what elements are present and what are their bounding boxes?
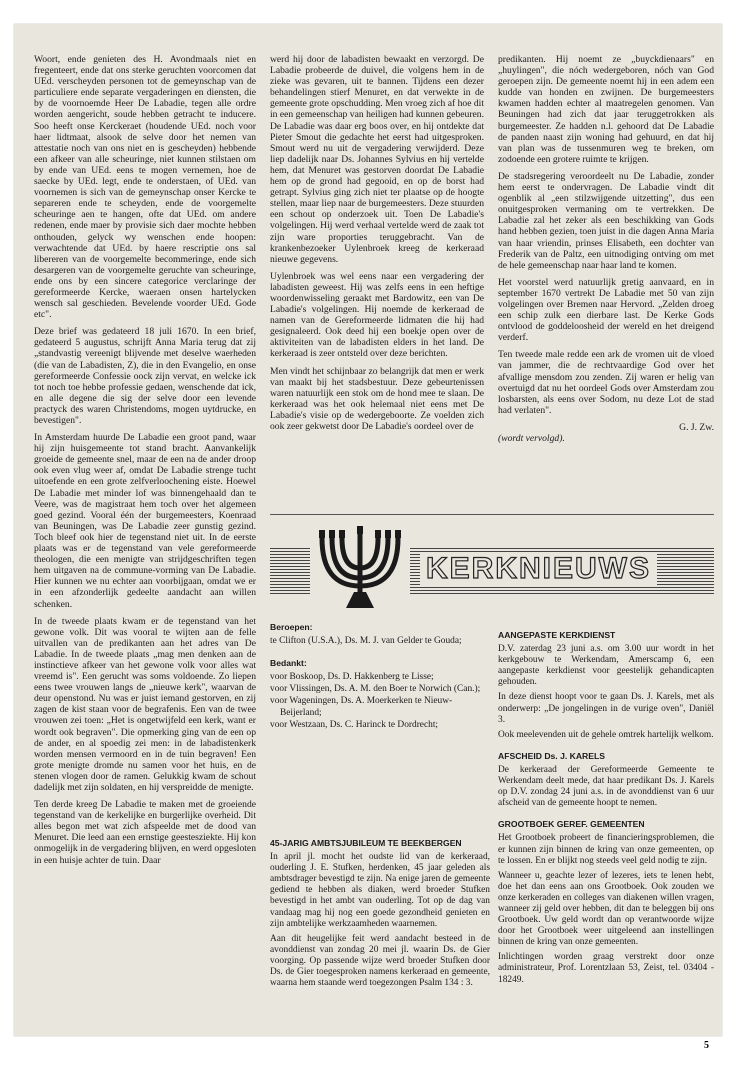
paragraph: Inlichtingen worden graag verstrekt door onze administrateur, Prof. Lorentzlaan 53, Zeist, tel. 03404 - 18249. [498,952,714,985]
grootboek-heading: GROOTBOEK GEREF. GEMEENTEN [498,819,645,830]
paragraph: Het Grootboek probeert de financieringsproblemen, die er kunnen zijn binnen de kring van onze gemeenten, op te lossen. En er blijkt nog steeds veel geld nodig te zijn. [498,833,714,866]
list-item: voor Westzaan, Ds. C. Harinck te Dordrecht; [270,719,439,730]
beroepen-heading: Beroepen: [270,622,313,632]
continued-note: (wordt vervolgd). [498,433,565,444]
banner-title: KERKNIEUWS [420,552,657,586]
paragraph: In de tweede plaats kwam er de tegenstand van het gewone volk. Dit was vooral te wijten aan de felle uitvallen van de predikanten aan het adres van De Labadie. In de tweede plaats „mag men denken aan de instinctieve afkeer van het gewone volk voor alles wat vreemd is". Een gerucht was soms voldoende. Zo liepen eens twee vrouwen langs de „nieuwe kerk", waarvan de deur openstond. Nu was er juist iemand gestorven, en zij zagen de kist staan voor de begrafenis. Een van de twee vrouwen zei toen: „Het is ongetwijfeld een kerk, want er wordt ook begraven". Die opmerking ging van de een op de ander, en al spoedig zei men: in de labadistenkerk worden mensen vermoord en in de tuin begraven! Een grote menigte dromde nu samen voor het huis, en de stenen vlogen door de ramen. Gelukkig kwam de schout dadelijk met zijn soldaten, en hij verspreidde de menigte. [34,615,256,793]
paragraph: werd hij door de labadisten bewaakt en verzorgd. De Labadie probeerde de duivel, die volgens hem in de zieke was gevaren, uit te bannen. Tijdens een dezer behandelingen stierf Menuret, en dat verwekte in de gemeente grote opschudding. Men vroeg zich af hoe dit in een gemeenschap van heiligen had kunnen gebeuren. De Labadie was daar erg boos over, en hij ontdekte dat Pieter Smout die gedachte het eerst had uitgesproken. Smout werd nu uit de vergadering verwijderd. Deze liep dadelijk naar Ds. Johannes Sylvius en hij vertelde hem, dat Menuret was gestorven doordat De Labadie hem op de grond had gegooid, en op de borst had getrapt. Sylvius ging zich niet ter plaatse op de hoogte stellen, maar liep naar de burgemeesters. Deze stuurden een schout op onderzoek uit. Toen De Labadie's volgelingen. Hij werd verhaal vertelde werd de zaak tot zijn ware proporties teruggebracht. Van de krankenbezoeker Uylenbroek kreeg de kerkeraad nieuwe gegevens. [270,54,484,265]
column-2 [270,54,484,499]
column-3 [498,54,714,494]
list-item: voor Boskoop, Ds. D. Hakkenberg te Lisse; [270,672,434,683]
menorah-icon [310,524,410,610]
page-sheet [14,24,722,1051]
page-number: 5 [704,1040,709,1051]
paragraph: Uylenbroek was wel eens naar een vergadering der labadisten geweest. Hij was zelfs eens in een heftige woordenwisseling geraakt met Bardowitz, een van De Labadie's volgelingen. Hij noemde de kerkeraad de namen van de Gereformeerde lidmaten die hij had gesignaleerd. Ook deed hij een boekje open over de aktiviteiten van de labadisten elders in het land. De kerkeraad is zeer ontsteld over deze berichten. [270,270,484,360]
kerknieuws-banner [270,524,714,614]
paragraph: Ten derde kreeg De Labadie te maken met de groeiende tegenstand van de kerkelijke en burgerlijke overheid. Dit alles begon met wat zich afspeelde met de dood van Menuret. Die leed aan een ernstige geestesziekte. Hij kon onmogelijk in de vergadering blijven, en werd opgesloten in een huisje achter de tuin. Daar [34,799,256,866]
list-item: voor Vlissingen, Ds. A. M. den Boer te Norwich (Can.); [270,684,481,695]
paragraph: Het voorstel werd natuurlijk gretig aanvaard, en in september 1670 vertrekt De Labadie met 50 van zijn volgelingen over Bremen naar Hervord. „Zelden droeg een schip zulk een dierbare last. De Kerke Gods ontvlood de goddeloosheid der wereld en het dreigend verderf. [498,276,714,344]
paragraph: Ten tweede male redde een ark de vromen uit de vloed van jammer, die de rechtvaardige God over het afvallige mensdom zou zenden. Zij waren er helig van overtuigd dat nu het oordeel Gods over Amsterdam zou losbarsten, als eens over Sodom, nu deze Lot de stad had verlaten". [498,349,714,416]
paragraph: In april jl. mocht het oudste lid van de kerkeraad, ouderling J. E. Stufken, herdenken, 45 jaar geleden als ambtsdrager bevestigd te zijn. Na enige jaren de gemeente gediend te hebben als diaken, werd broeder Stufken bevestigd in het ambt van ouderling. Tot op de dag van vandaag mag hij nog een goede gezondheid genieten en zijn ambtelijke werkzaamheden waarnemen. [270,852,490,929]
news-right-column [498,630,714,990]
paragraph: In deze dienst hoopt voor te gaan Ds. J. Karels, met als onderwerp: „De jongelingen in de vurige oven", Daniël 3. [498,692,714,725]
kerkdienst-heading: AANGEPASTE KERKDIENST [498,630,616,640]
paragraph: Men vindt het schijnbaar zo belangrijk dat men er werk van maakt bij het stadsbestuur. Deze gebeurtenissen waren natuurlijk een stok om de hond mee te slaan. De kerkeraad was het ook helemaal niet eens met De Labadie's visie op de wedergeboorte. Ze voelden zich ook zeer gekwetst door De Labadie's oordeel over de [270,365,484,432]
paragraph: D.V. zaterdag 23 juni a.s. om 3.00 uur wordt in het kerkgebouw te Werkendam, Amerscamp 6, een aangepaste kerkdienst voor geestelijk gehandicapten gehouden. [498,644,714,688]
section-divider [270,514,714,515]
paragraph: Woort, ende genieten des H. Avondmaals niet en fregenteert, ende dat ons sterke geruchten voorcomen dat UEd. verscheyden personen tot de gemeynschap van de particuliere ende separate vergaderingen en diensten, die by de voornoemde Heer De Labadie, tegen alle ordre worden aengericht, soude hebben getracht te inducere. Soo heeft onse Kerckeraet (houdende UEd. noch voor haer lidtmaat, alsook de selve door het nemen van attestatie noch van ons niet en is gescheyden) hebbende een afkeer van alle scheuringe, niet kunnen stilstaen om by ende van UEd. eens te mogen vernemen, hoe de saecke by UEd. legt, ende te onderstaen, of UEd. van voornemen is sich van de gemeynschap onser Kercke te separeren ende te scheyden, ende de voorgemelte scheuringe aen te hangen, ofte dat UEd. om andere redenen, ende maer by provisie sich daer mochte hebben onthouden, gelyck wy wenschen ende hoopen: verwachtende dat UEd. by haere rescriptie ons sal libereren van de voorgemelte becommeringe, ende sich desargeren van de voorgemelte geruchte van scheuringe, ende ons by een sincere categorice verclaringe der gereformeerde Kercke, waeraen onsen hartelycken wensch sal geschieden. Bevelende voorder UEd. Gode etc". [34,54,256,321]
bedankt-heading: Bedankt: [270,658,307,669]
appointments-section [270,622,490,732]
jubileum-section [270,838,490,993]
signature: G. J. Zw. [679,421,714,433]
list-item: voor Wageningen, Ds. A. Moerkerken te Nieuw-Beijerland; [270,696,453,718]
paragraph: Ook meelevenden uit de gehele omtrek hartelijk welkom. [498,729,714,740]
paragraph: De stadsregering veroordeelt nu De Labadie, zonder hem eerst te ondervragen. De Labadie vindt dit ogenblik al „een stilzwijgende uitzetting", dus een onuitgesproken vermaning om te vertrekken. De Labadie zal het zeker als een beschikking van Gods hand hebben gezien, toen juist in die dagen Anna Maria van haar vriendin, prinses Elisabeth, een dochter van Frederik van de Paltz, een uitnodiging ontving om met de hele gemeenschap naar haar land te komen. [498,170,714,271]
paragraph: predikanten. Hij noemt ze „buyckdienaars" en „huylingen", die nóch wedergeboren, nóch van God geroepen zijn. De gemeente noemt hij in een adem een kudde van honden en zwijnen. De burgemeesters kwamen hadden echter al maatregelen genomen. Van Beuningen had zich dat jaar teruggetrokken als burgemeester. Ze hadden n.l. gehoord dat De Labadie de panden naast zijn woning had gehuurd, en dat hij van plan was de tussenmuren weg te breken, om zodoende een grotere ruimte te krijgen. [498,54,714,165]
column-1 [34,54,256,1036]
jubileum-heading: 45-JARIG AMBTSJUBILEUM TE BEEKBERGEN [270,838,462,848]
paragraph: In Amsterdam huurde De Labadie een groot pand, waar hij zijn huisgemeente tot stand bracht. Aanvankelijk groeide de gemeente snel, maar de een na de ander droop ook even vlug weer af, omdat De Labadie strenge tucht uitoefende en een grote zelfverloochening eiste. Hoewel De Labadie met minder lof was binnengehaald dan te Veere, was de magistraat hem toch over het algemeen goed gezind. Vooral één der burgemeesters, Koenraad van Beuningen, was De Labadie zeer gunstig gezind. Toch bleef ook hier de tegenstand niet uit. In de eerste plaats was er de tegenstand van vele gereformeerde theologen, die een menigte van strijdgeschriften tegen hem uitgaven na de commune-vorming van De Labadie. Hier kunnen we nu echter aan voorbijgaan, omdat we er in een afzonderlijk gedeelte aandacht aan willen schenken. [34,432,256,610]
paragraph: Deze brief was gedateerd 18 juli 1670. In een brief, gedateerd 5 augustus, schrijft Anna Maria terug dat zij „standvastig vereenigt blijvende met deselve waerheden (die van de Labadisten, Z), die in den Evangelio, en onse gereformeerde Confessie oock zijn vervat, en welcke ick tot noch toe hebbe professie gedaen, wenschende dat ick, en alle degene die sig der selve door een levende practyck des waren Christendoms, mogen uytdrucke, en bevestigen". [34,326,256,426]
list-item: te Clifton (U.S.A.), Ds. M. J. van Gelder te Gouda; [270,636,462,647]
paragraph: Wanneer u, geachte lezer of lezeres, iets te lenen hebt, doe het dan eens aan ons Grootboek. Ook zouden we onze kerkeraden en colleges van diakenen willen vragen, wanneer zij geld over hebben, dit dan te beleggen bij ons Grootboek. Uw geld wordt dan op verantwoorde wijze door het Grootboek weer uitgeleend aan instellingen binnen de kring van onze gemeenten. [498,870,714,948]
afscheid-heading: AFSCHEID Ds. J. KARELS [498,750,605,761]
paragraph: Aan dit heugelijke feit werd aandacht besteed in de avonddienst van zondag 20 mei jl. waarin Ds. de Gier voorging. Op passende wijze werd broeder Stufken door Ds. de Gier toegesproken namens kerkeraad en gemeente, waarna hem staande werd toegezongen Psalm 134 : 3. [270,933,490,989]
paragraph: De kerkeraad der Gereformeerde Gemeente te Werkendam deelt mede, dat haar predikant Ds. J. Karels op D.V. zondag 24 juni a.s. in de avonddienst van 6 uur afscheid van de gemeente hoopt te nemen. [498,764,714,809]
